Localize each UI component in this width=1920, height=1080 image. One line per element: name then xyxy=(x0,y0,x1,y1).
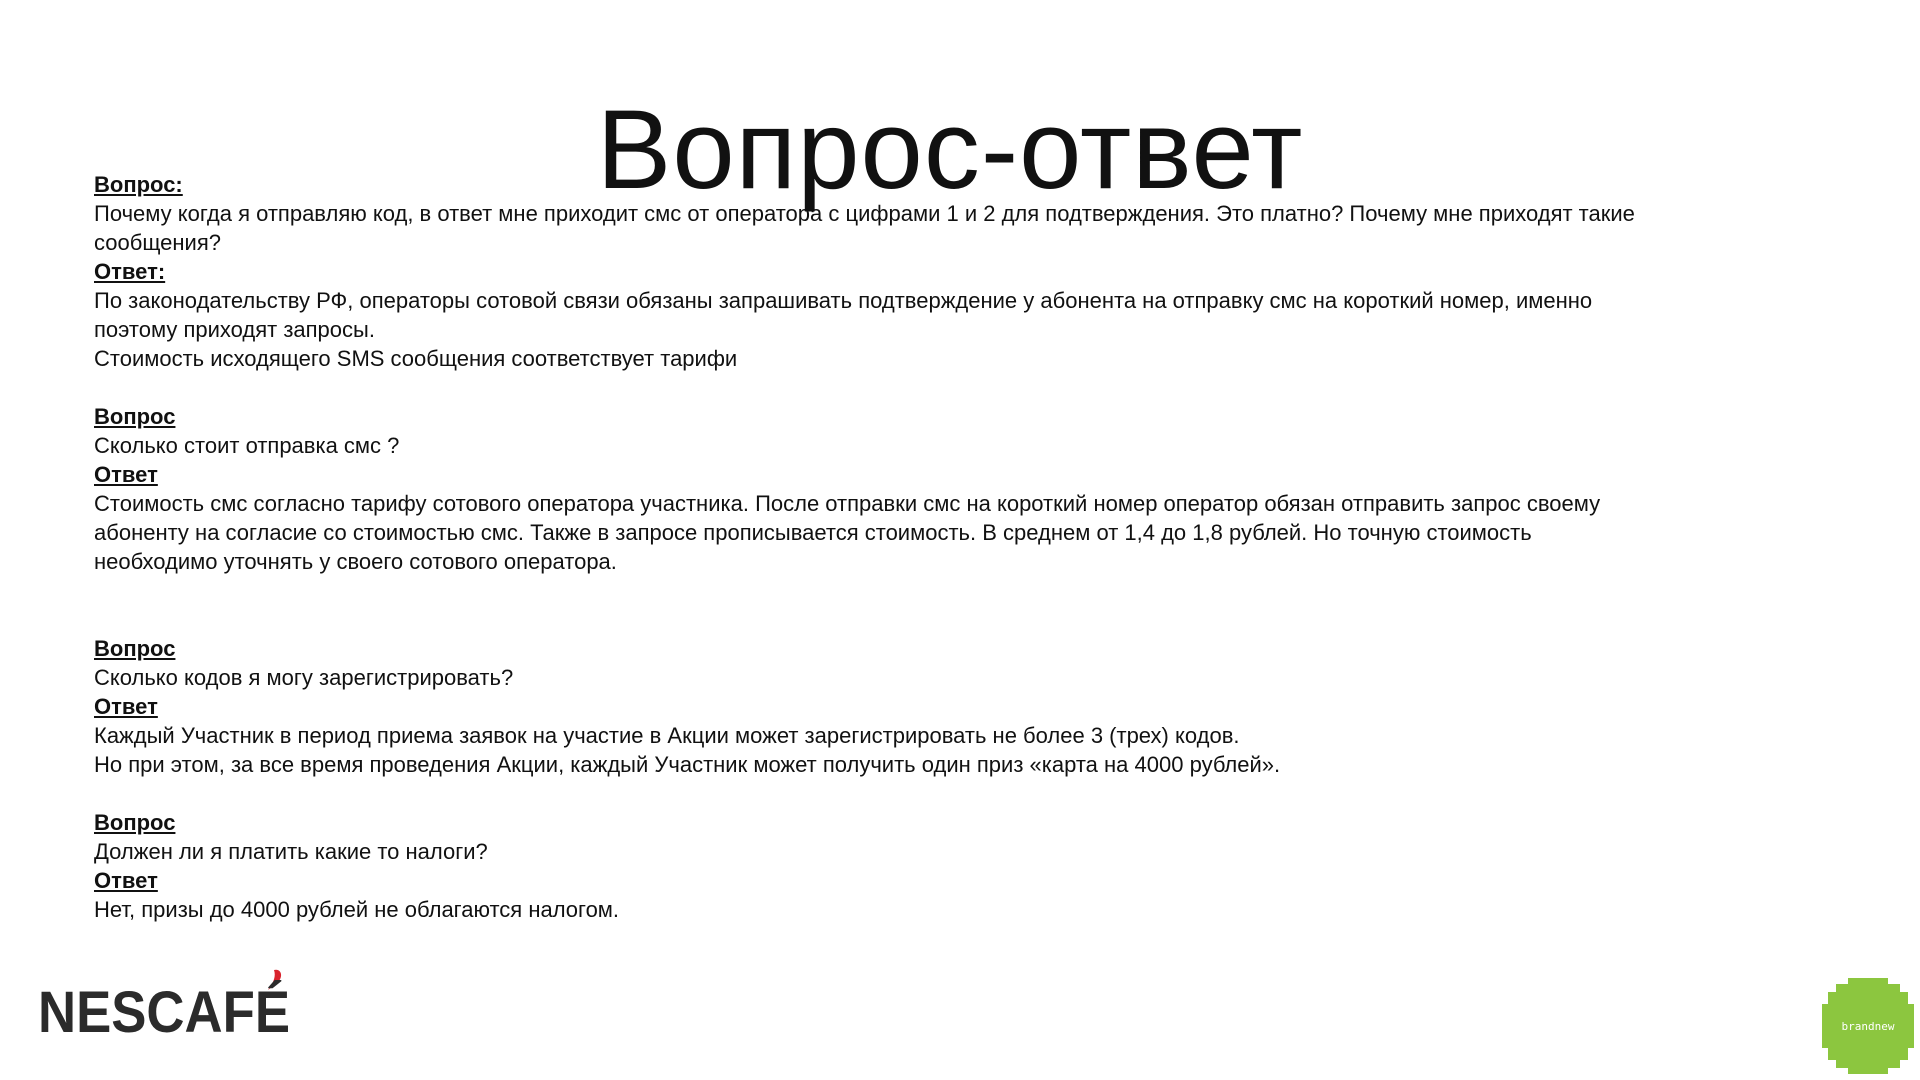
brandnew-logo-text: brandnew xyxy=(1841,1020,1895,1033)
answer-label: Ответ: xyxy=(94,259,166,284)
question-label: Вопрос xyxy=(94,810,176,835)
answer-text: Нет, призы до 4000 рублей не облагаются налогом. xyxy=(94,897,620,922)
question-text: Должен ли я платить какие то налоги? xyxy=(94,839,488,864)
nescafe-logo-text: NESCAFÉ xyxy=(38,980,290,1038)
question-text: сообщения? xyxy=(94,230,221,255)
answer-text: По законодательству РФ, операторы сотовой связи обязаны запрашивать подтверждение у абонента на отправку смс на короткий номер, именно xyxy=(94,288,1593,313)
brandnew-logo xyxy=(1820,976,1916,1076)
question-text: Почему когда я отправляю код, в ответ мне приходит смс от оператора с цифрами 1 и 2 для подтверждения. Это платно? Почему мне приходят такие xyxy=(94,201,1635,226)
answer-text: Стоимость исходящего SMS сообщения соответствует тарифи xyxy=(94,346,738,371)
answer-text: Каждый Участник в период приема заявок на участие в Акции может зарегистрировать не более 3 (трех) кодов. xyxy=(94,723,1240,748)
answer-text: абоненту на согласие со стоимостью смс. Также в запросе прописывается стоимость. В среднем от 1,4 до 1,8 рублей. Но точную стоимость xyxy=(94,520,1532,545)
spacer xyxy=(94,576,1814,634)
nescafe-logo xyxy=(36,968,296,1038)
faq-item xyxy=(94,634,1814,779)
question-text: Сколько стоит отправка смс ? xyxy=(94,433,400,458)
faq-content xyxy=(94,170,1814,924)
spacer xyxy=(94,779,1814,808)
spacer xyxy=(94,373,1814,402)
answer-label: Ответ xyxy=(94,462,158,487)
faq-item xyxy=(94,170,1814,373)
answer-text: Но при этом, за все время проведения Акции, каждый Участник может получить один приз «карта на 4000 рублей». xyxy=(94,752,1281,777)
answer-label: Ответ xyxy=(94,868,158,893)
question-label: Вопрос xyxy=(94,636,176,661)
page-title: Вопрос-ответ xyxy=(596,87,1304,213)
answer-text: Стоимость смс согласно тарифу сотового оператора участника. После отправки смс на короткий номер оператор обязан отправить запрос своему xyxy=(94,491,1601,516)
answer-text: необходимо уточнять у своего сотового оператора. xyxy=(94,549,617,574)
answer-label: Ответ xyxy=(94,694,158,719)
question-label: Вопрос: xyxy=(94,172,183,197)
question-label: Вопрос xyxy=(94,404,176,429)
answer-text: поэтому приходят запросы. xyxy=(94,317,375,342)
faq-item xyxy=(94,808,1814,924)
question-text: Сколько кодов я могу зарегистрировать? xyxy=(94,665,514,690)
faq-item xyxy=(94,402,1814,576)
